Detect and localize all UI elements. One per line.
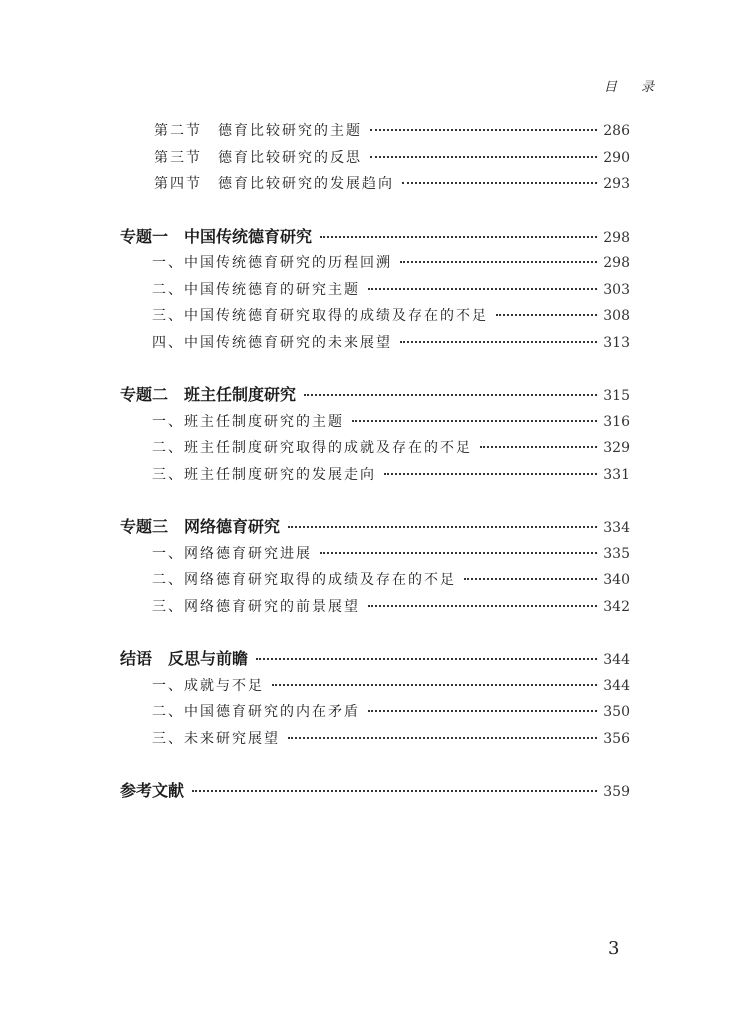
toc-entry-title: 结语 反思与前瞻 <box>120 649 249 668</box>
dot-leader <box>480 445 597 448</box>
toc-chapter-entry[interactable] <box>120 646 630 673</box>
toc-entry-page: 303 <box>603 281 630 298</box>
toc-entry-page: 350 <box>603 704 630 720</box>
toc-entry-page: 331 <box>603 466 630 483</box>
toc-entry-title: 一、中国传统德育研究的历程回溯 <box>152 255 392 271</box>
toc-entry-page: 329 <box>603 440 630 456</box>
toc-entry-title: 专题二 班主任制度研究 <box>120 385 297 404</box>
toc-entry-page: 340 <box>603 572 630 588</box>
toc-entry-page: 342 <box>603 598 630 615</box>
dot-leader <box>304 393 597 396</box>
toc-section-entry[interactable] <box>120 277 630 304</box>
toc-entry-title: 三、班主任制度研究的发展走向 <box>152 466 376 483</box>
toc-section-entry[interactable] <box>120 673 630 700</box>
toc-section-entry[interactable] <box>120 541 630 568</box>
running-head: 目 录 <box>603 80 664 95</box>
toc-entry-page: 356 <box>603 730 630 747</box>
toc-entry-page: 290 <box>603 149 630 166</box>
toc-section-entry[interactable] <box>120 303 630 330</box>
dot-leader <box>352 419 597 422</box>
dot-leader <box>288 736 597 739</box>
toc-entry-title: 三、网络德育研究的前景展望 <box>152 598 360 615</box>
toc-section-entry[interactable] <box>120 699 630 726</box>
toc-entry-page: 344 <box>603 652 630 668</box>
dot-leader <box>370 128 597 131</box>
toc-entry-title: 专题一 中国传统德育研究 <box>120 226 313 246</box>
toc-chapter-entry[interactable] <box>120 778 630 805</box>
toc-entry-title: 第四节 德育比较研究的发展趋向 <box>154 176 394 192</box>
toc-entry-page: 315 <box>603 388 630 404</box>
toc-section-entry[interactable] <box>120 435 630 462</box>
toc-section-entry[interactable] <box>120 726 630 753</box>
toc-section-entry[interactable] <box>120 594 630 621</box>
toc-entry-title: 二、中国德育研究的内在矛盾 <box>152 704 360 720</box>
toc-entry-title: 一、成就与不足 <box>152 677 264 694</box>
toc-section-entry[interactable] <box>120 250 630 277</box>
toc-chapter-entry[interactable] <box>120 224 630 251</box>
toc-entry-title: 二、网络德育研究取得的成绩及存在的不足 <box>152 572 456 588</box>
dot-leader <box>256 657 597 660</box>
toc-entry-page: 298 <box>603 255 630 271</box>
page-number: 3 <box>608 938 620 959</box>
dot-leader <box>400 260 597 263</box>
dot-leader <box>464 577 597 580</box>
toc-section-entry[interactable] <box>120 330 630 357</box>
toc-entry-page: 313 <box>603 334 630 351</box>
toc-section-entry[interactable] <box>120 145 630 172</box>
dot-leader <box>384 472 597 475</box>
dot-leader <box>368 287 597 290</box>
toc-entry-page: 298 <box>603 229 630 246</box>
toc-entry-title: 四、中国传统德育研究的未来展望 <box>152 334 392 351</box>
dot-leader <box>272 683 597 686</box>
toc-entry-title: 三、未来研究展望 <box>152 730 280 747</box>
toc-section-entry[interactable] <box>120 462 630 489</box>
toc-entry-title: 专题三 网络德育研究 <box>120 517 281 536</box>
toc-entry-page: 316 <box>603 413 630 430</box>
toc-entry-title: 一、网络德育研究进展 <box>152 545 312 562</box>
toc-section-entry[interactable] <box>120 118 630 145</box>
dot-leader <box>368 604 597 607</box>
table-of-contents <box>120 118 630 805</box>
toc-chapter-entry[interactable] <box>120 514 630 541</box>
toc-entry-page: 359 <box>603 784 630 800</box>
toc-entry-title: 三、中国传统德育研究取得的成绩及存在的不足 <box>152 308 488 324</box>
toc-entry-page: 286 <box>603 123 630 139</box>
toc-entry-page: 335 <box>603 545 630 562</box>
toc-entry-page: 344 <box>603 677 630 694</box>
toc-chapter-entry[interactable] <box>120 382 630 409</box>
toc-entry-title: 参考文献 <box>120 781 185 800</box>
dot-leader <box>320 235 597 238</box>
toc-entry-page: 334 <box>603 520 630 536</box>
dot-leader <box>368 709 597 712</box>
toc-entry-title: 第二节 德育比较研究的主题 <box>154 123 362 139</box>
dot-leader <box>402 181 597 184</box>
dot-leader <box>288 525 597 528</box>
toc-section-entry[interactable] <box>120 409 630 436</box>
toc-entry-title: 第三节 德育比较研究的反思 <box>154 149 362 166</box>
dot-leader <box>496 313 597 316</box>
dot-leader <box>370 155 597 158</box>
toc-entry-title: 二、中国传统德育的研究主题 <box>152 281 360 298</box>
toc-entry-page: 293 <box>603 176 630 192</box>
toc-section-entry[interactable] <box>120 567 630 594</box>
toc-entry-title: 二、班主任制度研究取得的成就及存在的不足 <box>152 440 472 456</box>
toc-entry-title: 一、班主任制度研究的主题 <box>152 413 344 430</box>
dot-leader <box>192 789 597 792</box>
dot-leader <box>320 551 597 554</box>
dot-leader <box>400 340 597 343</box>
toc-entry-page: 308 <box>603 308 630 324</box>
toc-section-entry[interactable] <box>120 171 630 198</box>
